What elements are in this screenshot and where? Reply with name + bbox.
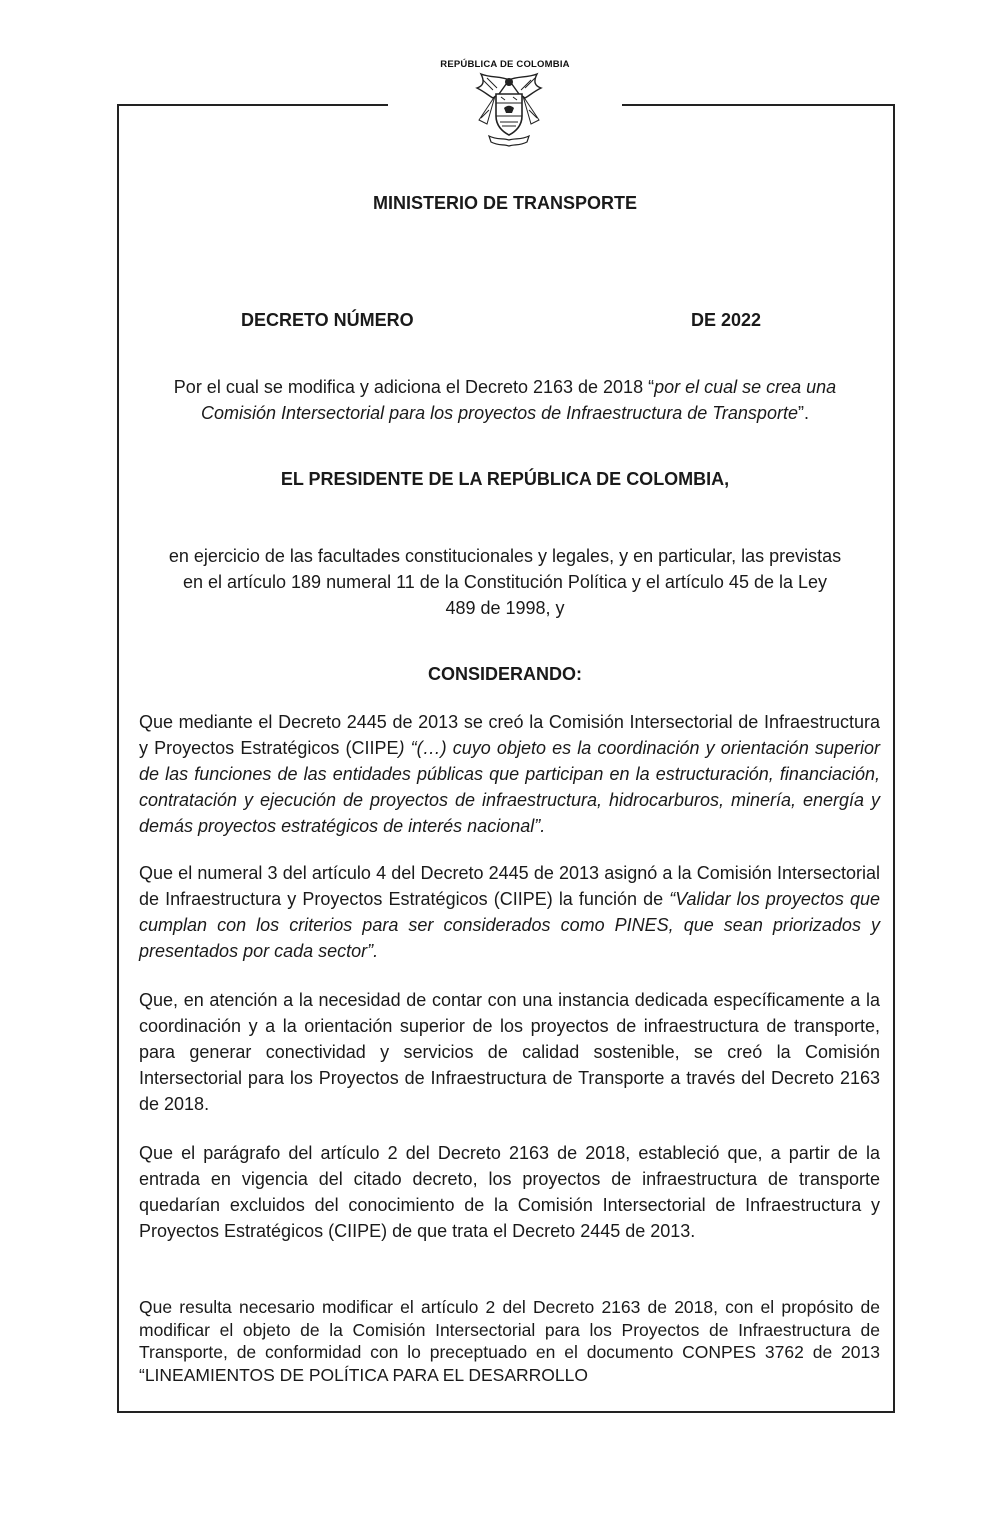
frame-bottom-line (117, 1411, 895, 1413)
coat-of-arms-icon (469, 72, 549, 150)
paragraph-text: Que el numeral 3 del artículo 4 del Decreto 2445 de 2013 asignó a la Comisión Intersectorial de Infraestructura y Proyectos Estratégicos (CIIPE) la función de (139, 863, 880, 909)
ministry-title: MINISTERIO DE TRANSPORTE (372, 193, 637, 213)
decree-subject-line-2 (120, 400, 890, 426)
decree-subject-line-1 (120, 374, 890, 400)
subject-text: Por el cual se modifica y adiciona el Decreto 2163 de 2018 “ (173, 377, 655, 397)
decree-subject (120, 374, 890, 426)
frame-left-line (117, 104, 119, 1412)
subject-text: ”. (797, 403, 809, 423)
frame-top-right-line (622, 104, 895, 106)
legal-powers (120, 543, 890, 621)
paragraph-text: Que mediante el Decreto 2445 de 2013 se creó la Comisión Intersectorial de Infraestructura y Proyectos Estratégicos (CIIPE (139, 712, 880, 758)
legal-powers-line: en ejercicio de las facultades constitucionales y legales, y en particular, las previstas (168, 546, 842, 566)
frame-right-line (893, 104, 895, 1412)
considering-heading: CONSIDERANDO: (427, 664, 582, 684)
legal-powers-line: 489 de 1998, y (445, 598, 565, 618)
considering-paragraph-4: Que el parágrafo del artículo 2 del Decreto 2163 de 2018, estableció que, a partir de la entrada en vigencia del citado decreto, los proyectos de infraestructura de transporte quedarían excluidos del conocimiento de la Comisión Intersectorial de Infraestructura y Proyectos Estratégicos (CIIPE) de que trata el Decreto 2445 de 2013. (139, 1143, 880, 1241)
considering-paragraph-2 (139, 860, 880, 964)
republic-label: REPÚBLICA DE COLOMBIA (440, 59, 570, 70)
subject-quote: Comisión Intersectorial para los proyectos de Infraestructura de Transporte (201, 403, 798, 423)
considering-paragraph-3: Que, en atención a la necesidad de contar con una instancia dedicada específicamente a la coordinación y a la orientación superior de los proyectos de infraestructura de transporte, para generar conectividad y servicios de calidad sostenible, se creó la Comisión Intersectorial para los Proyectos de Infraestructura de Transporte a través del Decreto 2163 de 2018. (139, 990, 880, 1114)
frame-top-left-line (117, 104, 388, 106)
issuer-title: EL PRESIDENTE DE LA REPÚBLICA DE COLOMBIA, (280, 469, 730, 489)
paragraph-quote: “Validar los proyectos que cumplan con los criterios para ser considerados como PINES, que sean priorizados y presentados por cada sector”. (139, 889, 880, 961)
subject-quote: por el cual se crea una (654, 377, 837, 397)
decree-year-label: DE 2022 (691, 310, 762, 330)
considering-paragraph-1 (139, 709, 880, 839)
considering-paragraph-5: Que resulta necesario modificar el artículo 2 del Decreto 2163 de 2018, con el propósito de modificar el objeto de la Comisión Intersectorial para los Proyectos de Infraestructura de Transporte, de conformidad con lo preceptuado en el documento CONPES 3762 de 2013 “LINEAMIENTOS DE POLÍTICA PARA EL DESARROLLO (139, 1297, 880, 1385)
decree-number-label: DECRETO NÚMERO (241, 310, 414, 330)
legal-powers-line: en el artículo 189 numeral 11 de la Constitución Política y el artículo 45 de la Ley (182, 572, 828, 592)
paragraph-quote: ) “(…) cuyo objeto es la coordinación y orientación superior de las funciones de las entidades públicas que participan en la estructuración, financiación, contratación y ejecución de proyectos de infraestructura, hidrocarburos, minería, energía y demás proyectos estratégicos de interés nacional”. (139, 738, 880, 836)
